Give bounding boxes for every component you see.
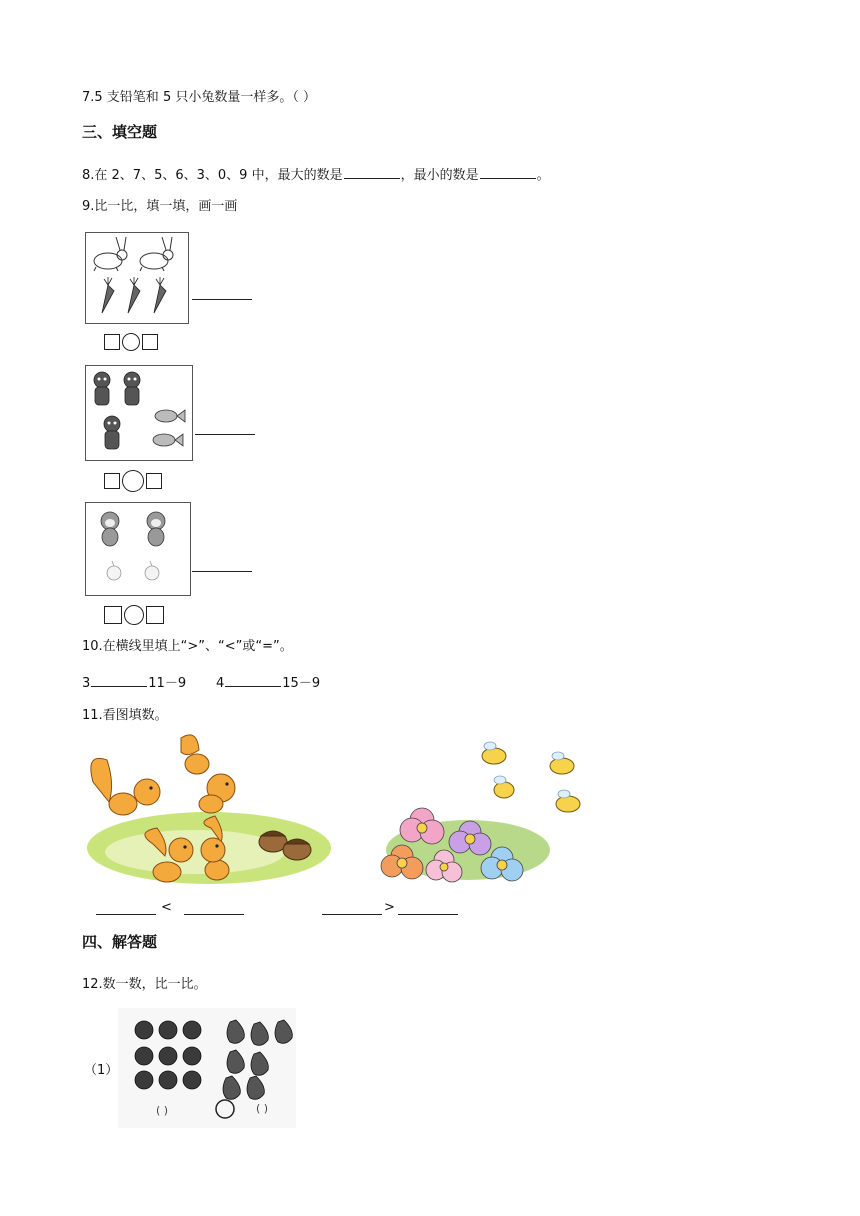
q8-text-1: 8.在 2、7、5、6、3、0、9 中，最大的数是 bbox=[82, 168, 343, 183]
q10-item-2-left: 4 bbox=[216, 676, 225, 691]
question-7: 7.5 支铅笔和 5 只小兔数量一样多。（ ） bbox=[82, 90, 316, 105]
q12-sub-label: （1） bbox=[84, 1063, 119, 1078]
question-9: 9.比一比，填一填，画一画 bbox=[82, 199, 238, 214]
compare-square-left[interactable] bbox=[104, 473, 120, 489]
compare-boxes-2 bbox=[104, 470, 162, 492]
rabbits-carrots-drawing bbox=[86, 233, 186, 321]
q11-symbol-greater: > bbox=[384, 900, 395, 915]
question-12: 12.数一数，比一比。 bbox=[82, 977, 207, 992]
q10-item-1-left: 3 bbox=[82, 676, 91, 691]
bees-flowers-drawing bbox=[378, 738, 602, 884]
q9-answer-line-3[interactable] bbox=[192, 571, 252, 572]
compare-circle[interactable] bbox=[122, 470, 144, 492]
q11-blank-1[interactable] bbox=[96, 914, 156, 915]
apples-pears-picture bbox=[118, 1008, 296, 1128]
compare-square-left[interactable] bbox=[104, 606, 122, 624]
cats-fish-picture bbox=[85, 365, 193, 461]
monkeys-peaches-picture bbox=[85, 502, 191, 596]
compare-square-right[interactable] bbox=[142, 334, 158, 350]
q10-item-1-right: 11－9 bbox=[148, 676, 187, 691]
question-10: 10.在横线里填上“>”、“<”或“=”。 bbox=[82, 639, 293, 654]
squirrels-acorns-drawing bbox=[85, 732, 333, 890]
q8-text-2: ，最小的数是 bbox=[400, 168, 479, 183]
q10-item-2-blank[interactable] bbox=[225, 674, 281, 687]
compare-circle[interactable] bbox=[122, 333, 140, 351]
q10-item-1-blank[interactable] bbox=[91, 674, 147, 687]
q10-item-2-right: 15－9 bbox=[282, 676, 321, 691]
compare-boxes-1 bbox=[104, 333, 158, 351]
q8-blank-min[interactable] bbox=[480, 166, 536, 179]
q8-blank-max[interactable] bbox=[344, 166, 400, 179]
squirrels-acorns-picture bbox=[85, 732, 333, 890]
q10-item-1 bbox=[82, 674, 186, 693]
rabbits-carrots-picture bbox=[85, 232, 189, 324]
compare-square-right[interactable] bbox=[146, 473, 162, 489]
q8-text-3: 。 bbox=[536, 168, 550, 183]
section-3-heading: 三、填空题 bbox=[82, 123, 158, 141]
q11-blank-3[interactable] bbox=[322, 914, 382, 915]
apples-pears-drawing bbox=[118, 1008, 296, 1128]
compare-circle[interactable] bbox=[124, 605, 144, 625]
bees-flowers-picture bbox=[378, 738, 602, 884]
question-11: 11.看图填数。 bbox=[82, 708, 168, 723]
q12-paren-left[interactable]: ( ) bbox=[156, 1104, 169, 1117]
q9-answer-line-2[interactable] bbox=[195, 434, 255, 435]
compare-boxes-3 bbox=[104, 605, 164, 625]
monkeys-peaches-drawing bbox=[86, 503, 188, 593]
q10-item-2 bbox=[216, 674, 320, 693]
q11-blank-2[interactable] bbox=[184, 914, 244, 915]
q9-answer-line-1[interactable] bbox=[192, 299, 252, 300]
q11-symbol-less: < bbox=[161, 900, 172, 915]
q11-blank-4[interactable] bbox=[398, 914, 458, 915]
question-8 bbox=[82, 166, 550, 185]
compare-square-left[interactable] bbox=[104, 334, 120, 350]
compare-square-right[interactable] bbox=[146, 606, 164, 624]
q12-paren-right[interactable]: ( ) bbox=[256, 1102, 269, 1115]
section-4-heading: 四、解答题 bbox=[82, 933, 158, 951]
cats-fish-drawing bbox=[86, 366, 190, 458]
